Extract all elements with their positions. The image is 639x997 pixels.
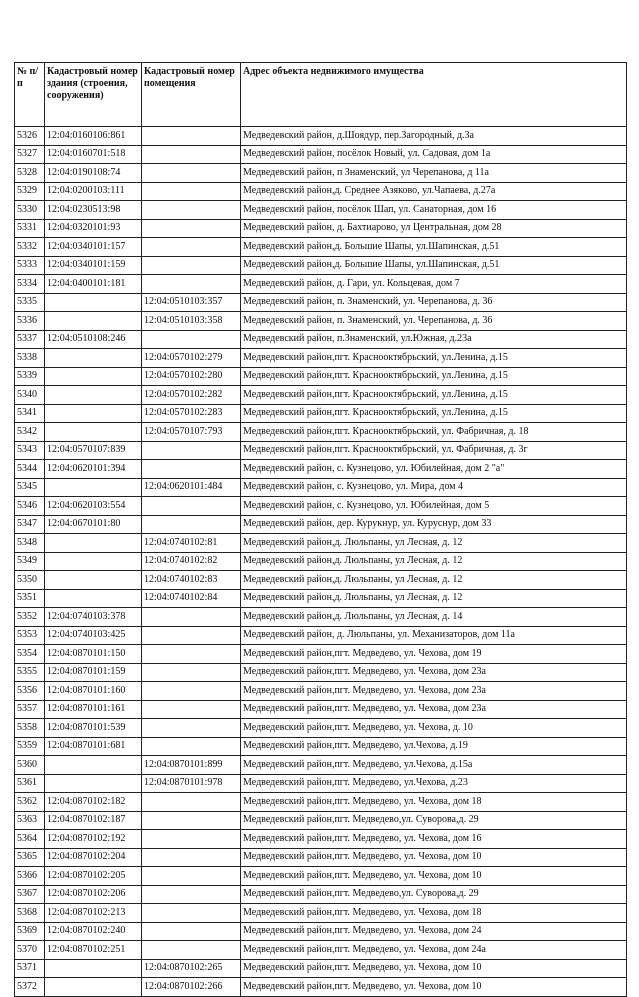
building-cadastral-cell: 12:04:0230513:98 bbox=[45, 201, 142, 220]
address-cell: Медведевский район,пгт. Медведево, ул. Чехова, дом 10 bbox=[241, 959, 627, 978]
table-row bbox=[15, 959, 627, 978]
premises-cadastral-cell bbox=[142, 608, 241, 627]
building-cadastral-cell bbox=[45, 978, 142, 997]
header-building-cadastral-number: Кадастровый номер здания (строения, сооружения) bbox=[45, 63, 142, 127]
row-number-cell: 5337 bbox=[15, 330, 45, 349]
row-number-cell: 5369 bbox=[15, 922, 45, 941]
building-cadastral-cell: 12:04:0870101:160 bbox=[45, 682, 142, 701]
building-cadastral-cell: 12:04:0570107:839 bbox=[45, 441, 142, 460]
premises-cadastral-cell: 12:04:0510103:358 bbox=[142, 312, 241, 331]
document-page bbox=[14, 62, 627, 997]
building-cadastral-cell bbox=[45, 312, 142, 331]
premises-cadastral-cell: 12:04:0570102:283 bbox=[142, 404, 241, 423]
row-number-cell: 5363 bbox=[15, 811, 45, 830]
row-number-cell: 5358 bbox=[15, 719, 45, 738]
row-number-cell: 5333 bbox=[15, 256, 45, 275]
building-cadastral-cell: 12:04:0870102:205 bbox=[45, 867, 142, 886]
building-cadastral-cell bbox=[45, 478, 142, 497]
row-number-cell: 5326 bbox=[15, 127, 45, 146]
row-number-cell: 5331 bbox=[15, 219, 45, 238]
building-cadastral-cell: 12:04:0740103:425 bbox=[45, 626, 142, 645]
table-row bbox=[15, 626, 627, 645]
table-row bbox=[15, 182, 627, 201]
row-number-cell: 5332 bbox=[15, 238, 45, 257]
row-number-cell: 5352 bbox=[15, 608, 45, 627]
row-number-cell: 5362 bbox=[15, 793, 45, 812]
table-row bbox=[15, 867, 627, 886]
premises-cadastral-cell bbox=[142, 719, 241, 738]
building-cadastral-cell: 12:04:0870102:206 bbox=[45, 885, 142, 904]
table-row bbox=[15, 830, 627, 849]
address-cell: Медведевский район,пгт. Медведево, ул. Чехова, дом 10 bbox=[241, 978, 627, 997]
address-cell: Медведевский район,пгт. Медведево, ул. Чехова, дом 24а bbox=[241, 941, 627, 960]
premises-cadastral-cell: 12:04:0570107:793 bbox=[142, 423, 241, 442]
row-number-cell: 5351 bbox=[15, 589, 45, 608]
row-number-cell: 5365 bbox=[15, 848, 45, 867]
row-number-cell: 5330 bbox=[15, 201, 45, 220]
premises-cadastral-cell bbox=[142, 904, 241, 923]
premises-cadastral-cell: 12:04:0870101:978 bbox=[142, 774, 241, 793]
table-row bbox=[15, 460, 627, 479]
premises-cadastral-cell bbox=[142, 330, 241, 349]
table-row bbox=[15, 515, 627, 534]
table-row bbox=[15, 404, 627, 423]
table-row bbox=[15, 497, 627, 516]
row-number-cell: 5334 bbox=[15, 275, 45, 294]
row-number-cell: 5354 bbox=[15, 645, 45, 664]
address-cell: Медведевский район, п.Знаменский, ул.Южная, д.23а bbox=[241, 330, 627, 349]
table-header bbox=[15, 63, 627, 127]
address-cell: Медведевский район,пгт. Медведево,ул. Суворова,д. 29 bbox=[241, 885, 627, 904]
header-premises-cadastral-number: Кадастровый номер помещения bbox=[142, 63, 241, 127]
row-number-cell: 5357 bbox=[15, 700, 45, 719]
premises-cadastral-cell bbox=[142, 145, 241, 164]
table-row bbox=[15, 219, 627, 238]
address-cell: Медведевский район,пгт. Медведево, ул. Чехова, дом 23а bbox=[241, 663, 627, 682]
table-row bbox=[15, 478, 627, 497]
premises-cadastral-cell bbox=[142, 922, 241, 941]
building-cadastral-cell: 12:04:0870101:539 bbox=[45, 719, 142, 738]
row-number-cell: 5360 bbox=[15, 756, 45, 775]
building-cadastral-cell: 12:04:0870102:204 bbox=[45, 848, 142, 867]
row-number-cell: 5353 bbox=[15, 626, 45, 645]
row-number-cell: 5372 bbox=[15, 978, 45, 997]
row-number-cell: 5370 bbox=[15, 941, 45, 960]
building-cadastral-cell bbox=[45, 293, 142, 312]
premises-cadastral-cell bbox=[142, 219, 241, 238]
address-cell: Медведевский район,пгт. Медведево, ул. Чехова, дом 16 bbox=[241, 830, 627, 849]
premises-cadastral-cell bbox=[142, 460, 241, 479]
row-number-cell: 5371 bbox=[15, 959, 45, 978]
address-cell: Медведевский район,пгт. Медведево,ул. Суворова,д. 29 bbox=[241, 811, 627, 830]
premises-cadastral-cell bbox=[142, 441, 241, 460]
address-cell: Медведевский район,пгт. Медведево, ул.Чехова, д.19 bbox=[241, 737, 627, 756]
row-number-cell: 5338 bbox=[15, 349, 45, 368]
table-row bbox=[15, 534, 627, 553]
premises-cadastral-cell bbox=[142, 515, 241, 534]
header-row-number: № п/п bbox=[15, 63, 45, 127]
building-cadastral-cell: 12:04:0870102:251 bbox=[45, 941, 142, 960]
row-number-cell: 5329 bbox=[15, 182, 45, 201]
table-row bbox=[15, 423, 627, 442]
row-number-cell: 5347 bbox=[15, 515, 45, 534]
row-number-cell: 5328 bbox=[15, 164, 45, 183]
address-cell: Медведевский район,пгт. Медведево, ул. Чехова, дом 23а bbox=[241, 682, 627, 701]
table-row bbox=[15, 774, 627, 793]
table-row bbox=[15, 700, 627, 719]
address-cell: Медведевский район,д. Люльпаны, ул Лесная, д. 14 bbox=[241, 608, 627, 627]
table-row bbox=[15, 663, 627, 682]
building-cadastral-cell: 12:04:0740103:378 bbox=[45, 608, 142, 627]
table-row bbox=[15, 904, 627, 923]
table-row bbox=[15, 645, 627, 664]
row-number-cell: 5339 bbox=[15, 367, 45, 386]
table-row bbox=[15, 589, 627, 608]
table-row bbox=[15, 682, 627, 701]
table-row bbox=[15, 367, 627, 386]
row-number-cell: 5350 bbox=[15, 571, 45, 590]
premises-cadastral-cell bbox=[142, 682, 241, 701]
address-cell: Медведевский район,пгт. Медведево, ул. Чехова, д. 10 bbox=[241, 719, 627, 738]
premises-cadastral-cell: 12:04:0510103:357 bbox=[142, 293, 241, 312]
table-row bbox=[15, 386, 627, 405]
address-cell: Медведевский район,пгт. Медведево, ул.Чехова, д.15а bbox=[241, 756, 627, 775]
address-cell: Медведевский район,пгт. Медведево, ул. Чехова, дом 24 bbox=[241, 922, 627, 941]
address-cell: Медведевский район, д. Бахтиарово, ул Центральная, дом 28 bbox=[241, 219, 627, 238]
address-cell: Медведевский район, п. Знаменский, ул. Черепанова, д. 36 bbox=[241, 312, 627, 331]
address-cell: Медведевский район,пгт. Медведево, ул. Чехова, дом 18 bbox=[241, 904, 627, 923]
building-cadastral-cell bbox=[45, 756, 142, 775]
table-row bbox=[15, 312, 627, 331]
table-body bbox=[15, 127, 627, 997]
building-cadastral-cell bbox=[45, 959, 142, 978]
premises-cadastral-cell bbox=[142, 830, 241, 849]
building-cadastral-cell: 12:04:0870102:213 bbox=[45, 904, 142, 923]
row-number-cell: 5335 bbox=[15, 293, 45, 312]
building-cadastral-cell: 12:04:0870102:192 bbox=[45, 830, 142, 849]
property-registry-table bbox=[14, 62, 627, 997]
building-cadastral-cell: 12:04:0620101:394 bbox=[45, 460, 142, 479]
table-row bbox=[15, 164, 627, 183]
row-number-cell: 5367 bbox=[15, 885, 45, 904]
row-number-cell: 5340 bbox=[15, 386, 45, 405]
row-number-cell: 5355 bbox=[15, 663, 45, 682]
table-row bbox=[15, 737, 627, 756]
building-cadastral-cell: 12:04:0870102:182 bbox=[45, 793, 142, 812]
premises-cadastral-cell bbox=[142, 182, 241, 201]
premises-cadastral-cell bbox=[142, 626, 241, 645]
building-cadastral-cell bbox=[45, 404, 142, 423]
premises-cadastral-cell: 12:04:0870101:899 bbox=[142, 756, 241, 775]
building-cadastral-cell: 12:04:0670101:80 bbox=[45, 515, 142, 534]
building-cadastral-cell: 12:04:0870102:187 bbox=[45, 811, 142, 830]
row-number-cell: 5364 bbox=[15, 830, 45, 849]
table-row bbox=[15, 256, 627, 275]
premises-cadastral-cell: 12:04:0620101:484 bbox=[142, 478, 241, 497]
premises-cadastral-cell: 12:04:0740102:84 bbox=[142, 589, 241, 608]
row-number-cell: 5345 bbox=[15, 478, 45, 497]
table-row bbox=[15, 978, 627, 997]
row-number-cell: 5343 bbox=[15, 441, 45, 460]
premises-cadastral-cell bbox=[142, 201, 241, 220]
premises-cadastral-cell: 12:04:0870102:266 bbox=[142, 978, 241, 997]
table-row bbox=[15, 885, 627, 904]
address-cell: Медведевский район,д. Люльпаны, ул Лесная, д. 12 bbox=[241, 589, 627, 608]
row-number-cell: 5366 bbox=[15, 867, 45, 886]
address-cell: Медведевский район, д. Люльпаны, ул. Механизаторов, дом 11а bbox=[241, 626, 627, 645]
premises-cadastral-cell bbox=[142, 848, 241, 867]
address-cell: Медведевский район,пгт. Краснооктябрьский, ул.Ленина, д.15 bbox=[241, 349, 627, 368]
address-cell: Медведевский район,д. Люльпаны, ул Лесная, д. 12 bbox=[241, 534, 627, 553]
row-number-cell: 5349 bbox=[15, 552, 45, 571]
address-cell: Медведевский район,пгт. Краснооктябрьский, ул. Фабричная, д. 3г bbox=[241, 441, 627, 460]
building-cadastral-cell: 12:04:0870102:240 bbox=[45, 922, 142, 941]
row-number-cell: 5346 bbox=[15, 497, 45, 516]
address-cell: Медведевский район,пгт. Краснооктябрьский, ул.Ленина, д.15 bbox=[241, 386, 627, 405]
table-row bbox=[15, 922, 627, 941]
premises-cadastral-cell bbox=[142, 497, 241, 516]
row-number-cell: 5327 bbox=[15, 145, 45, 164]
premises-cadastral-cell: 12:04:0570102:282 bbox=[142, 386, 241, 405]
premises-cadastral-cell: 12:04:0570102:279 bbox=[142, 349, 241, 368]
premises-cadastral-cell bbox=[142, 127, 241, 146]
premises-cadastral-cell: 12:04:0570102:280 bbox=[142, 367, 241, 386]
address-cell: Медведевский район,д. Среднее Азяково, ул.Чапаева, д.27а bbox=[241, 182, 627, 201]
table-row bbox=[15, 719, 627, 738]
address-cell: Медведевский район, п Знаменский, ул Черепанова, д 11а bbox=[241, 164, 627, 183]
address-cell: Медведевский район,пгт. Медведево, ул. Чехова, дом 18 bbox=[241, 793, 627, 812]
address-cell: Медведевский район, дер. Курукнур, ул. Куруснур, дом 33 bbox=[241, 515, 627, 534]
building-cadastral-cell: 12:04:0510108:246 bbox=[45, 330, 142, 349]
building-cadastral-cell bbox=[45, 367, 142, 386]
address-cell: Медведевский район, с. Кузнецово, ул. Юбилейная, дом 5 bbox=[241, 497, 627, 516]
row-number-cell: 5344 bbox=[15, 460, 45, 479]
row-number-cell: 5336 bbox=[15, 312, 45, 331]
address-cell: Медведевский район, с. Кузнецово, ул. Мира, дом 4 bbox=[241, 478, 627, 497]
address-cell: Медведевский район,пгт. Краснооктябрьский, ул.Ленина, д.15 bbox=[241, 367, 627, 386]
address-cell: Медведевский район, посёлок Новый, ул. Садовая, дом 1а bbox=[241, 145, 627, 164]
premises-cadastral-cell bbox=[142, 645, 241, 664]
premises-cadastral-cell bbox=[142, 941, 241, 960]
row-number-cell: 5359 bbox=[15, 737, 45, 756]
premises-cadastral-cell: 12:04:0870102:265 bbox=[142, 959, 241, 978]
address-cell: Медведевский район, д.Шоядур, пер.Загородный, д.3а bbox=[241, 127, 627, 146]
table-row bbox=[15, 441, 627, 460]
row-number-cell: 5361 bbox=[15, 774, 45, 793]
premises-cadastral-cell bbox=[142, 238, 241, 257]
table-row bbox=[15, 330, 627, 349]
building-cadastral-cell bbox=[45, 589, 142, 608]
building-cadastral-cell bbox=[45, 552, 142, 571]
address-cell: Медведевский район,д. Люльпаны, ул Лесная, д. 12 bbox=[241, 552, 627, 571]
table-row bbox=[15, 756, 627, 775]
building-cadastral-cell: 12:04:0870101:150 bbox=[45, 645, 142, 664]
building-cadastral-cell: 12:04:0340101:159 bbox=[45, 256, 142, 275]
building-cadastral-cell: 12:04:0160701:518 bbox=[45, 145, 142, 164]
premises-cadastral-cell bbox=[142, 793, 241, 812]
address-cell: Медведевский район,д. Большие Шапы, ул.Шапинская, д.51 bbox=[241, 238, 627, 257]
address-cell: Медведевский район, с. Кузнецово, ул. Юбилейная, дом 2 "а" bbox=[241, 460, 627, 479]
premises-cadastral-cell bbox=[142, 737, 241, 756]
table-row bbox=[15, 571, 627, 590]
address-cell: Медведевский район,пгт. Медведево, ул. Чехова, дом 10 bbox=[241, 848, 627, 867]
premises-cadastral-cell bbox=[142, 164, 241, 183]
table-row bbox=[15, 293, 627, 312]
building-cadastral-cell bbox=[45, 386, 142, 405]
table-row bbox=[15, 552, 627, 571]
address-cell: Медведевский район, п. Знаменский, ул. Черепанова, д. 36 bbox=[241, 293, 627, 312]
building-cadastral-cell: 12:04:0340101:157 bbox=[45, 238, 142, 257]
building-cadastral-cell: 12:04:0160106:861 bbox=[45, 127, 142, 146]
table-row bbox=[15, 275, 627, 294]
premises-cadastral-cell bbox=[142, 885, 241, 904]
building-cadastral-cell: 12:04:0870101:161 bbox=[45, 700, 142, 719]
address-cell: Медведевский район,д. Люльпаны, ул Лесная, д. 12 bbox=[241, 571, 627, 590]
building-cadastral-cell: 12:04:0400101:181 bbox=[45, 275, 142, 294]
row-number-cell: 5348 bbox=[15, 534, 45, 553]
row-number-cell: 5341 bbox=[15, 404, 45, 423]
address-cell: Медведевский район,пгт. Краснооктябрьский, ул. Фабричная, д. 18 bbox=[241, 423, 627, 442]
row-number-cell: 5342 bbox=[15, 423, 45, 442]
premises-cadastral-cell: 12:04:0740102:81 bbox=[142, 534, 241, 553]
building-cadastral-cell: 12:04:0190108:74 bbox=[45, 164, 142, 183]
address-cell: Медведевский район,пгт. Медведево, ул. Чехова, дом 23а bbox=[241, 700, 627, 719]
table-row bbox=[15, 238, 627, 257]
table-row bbox=[15, 793, 627, 812]
table-row bbox=[15, 145, 627, 164]
table-row bbox=[15, 811, 627, 830]
building-cadastral-cell bbox=[45, 349, 142, 368]
premises-cadastral-cell: 12:04:0740102:83 bbox=[142, 571, 241, 590]
building-cadastral-cell: 12:04:0870101:681 bbox=[45, 737, 142, 756]
premises-cadastral-cell: 12:04:0740102:82 bbox=[142, 552, 241, 571]
building-cadastral-cell: 12:04:0870101:159 bbox=[45, 663, 142, 682]
table-row bbox=[15, 848, 627, 867]
address-cell: Медведевский район, посёлок Шап, ул. Санаторная, дом 16 bbox=[241, 201, 627, 220]
building-cadastral-cell: 12:04:0320101:93 bbox=[45, 219, 142, 238]
premises-cadastral-cell bbox=[142, 663, 241, 682]
building-cadastral-cell: 12:04:0620103:554 bbox=[45, 497, 142, 516]
address-cell: Медведевский район, д. Гари, ул. Кольцевая, дом 7 bbox=[241, 275, 627, 294]
premises-cadastral-cell bbox=[142, 275, 241, 294]
table-row bbox=[15, 127, 627, 146]
address-cell: Медведевский район,пгт. Медведево, ул. Чехова, дом 10 bbox=[241, 867, 627, 886]
table-row bbox=[15, 941, 627, 960]
premises-cadastral-cell bbox=[142, 700, 241, 719]
premises-cadastral-cell bbox=[142, 867, 241, 886]
address-cell: Медведевский район,пгт. Медведево, ул.Чехова, д.23 bbox=[241, 774, 627, 793]
address-cell: Медведевский район,пгт. Краснооктябрьский, ул.Ленина, д.15 bbox=[241, 404, 627, 423]
address-cell: Медведевский район,пгт. Медведево, ул. Чехова, дом 19 bbox=[241, 645, 627, 664]
header-row bbox=[15, 63, 627, 127]
table-row bbox=[15, 201, 627, 220]
table-row bbox=[15, 608, 627, 627]
address-cell: Медведевский район,д. Большие Шапы, ул.Шапинская, д.51 bbox=[241, 256, 627, 275]
header-address: Адрес объекта недвижимого имущества bbox=[241, 63, 627, 127]
table-row bbox=[15, 349, 627, 368]
row-number-cell: 5356 bbox=[15, 682, 45, 701]
premises-cadastral-cell bbox=[142, 256, 241, 275]
premises-cadastral-cell bbox=[142, 811, 241, 830]
building-cadastral-cell bbox=[45, 571, 142, 590]
building-cadastral-cell: 12:04:0200103:111 bbox=[45, 182, 142, 201]
building-cadastral-cell bbox=[45, 774, 142, 793]
building-cadastral-cell bbox=[45, 534, 142, 553]
building-cadastral-cell bbox=[45, 423, 142, 442]
row-number-cell: 5368 bbox=[15, 904, 45, 923]
